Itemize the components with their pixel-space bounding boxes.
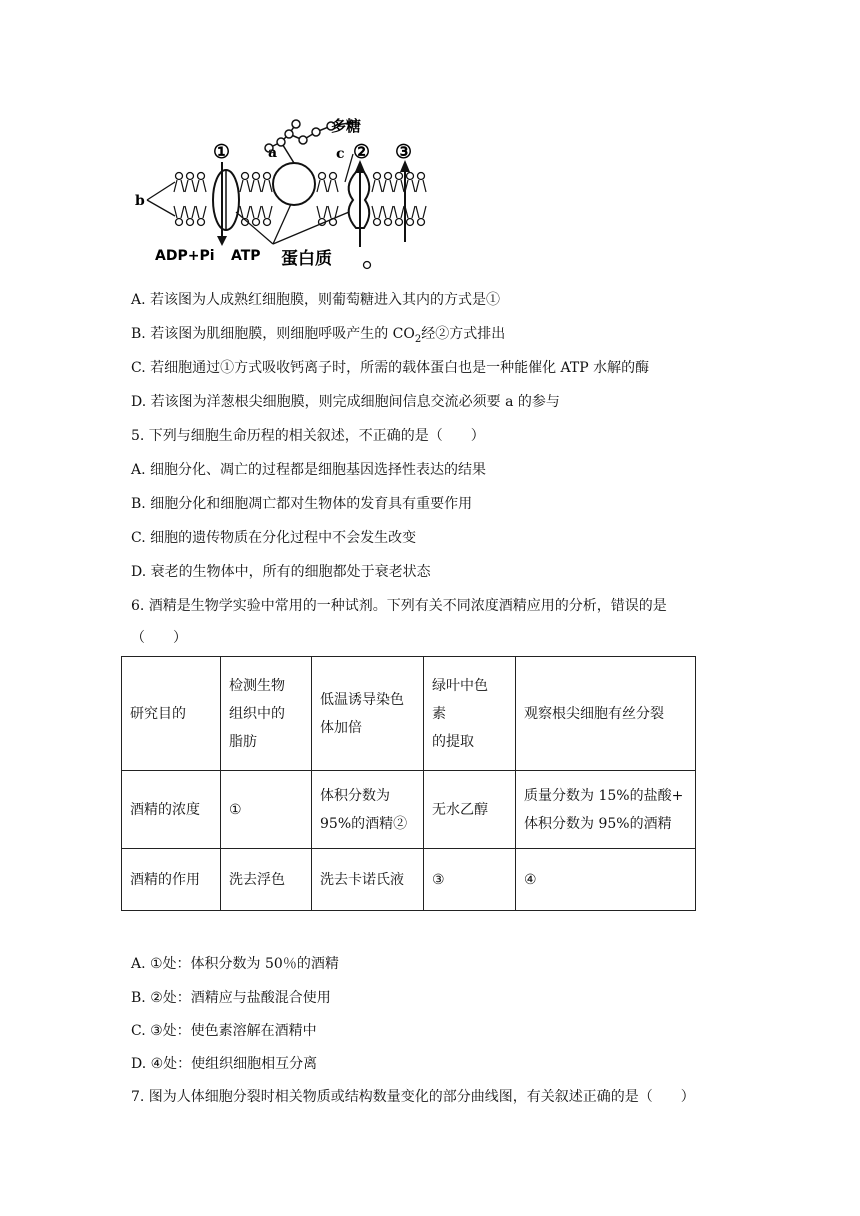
cell-membrane-figure <box>131 112 461 272</box>
phospholipid-tail <box>262 180 272 192</box>
phospholipid-head <box>385 219 392 226</box>
table-cell: 绿叶中色 素 的提取 <box>424 657 516 771</box>
phospholipid-bottom-layer <box>174 206 426 226</box>
q5-option-c: C. 细胞的遗传物质在分化过程中不会发生改变 <box>131 530 417 546</box>
ethanol-table <box>121 656 696 911</box>
phospholipid-head <box>407 173 414 180</box>
phospholipid-tail <box>372 206 382 218</box>
phospholipid-head <box>242 173 249 180</box>
phospholipid-tail <box>328 206 338 218</box>
q5-stem: 5. 下列与细胞生命历程的相关叙述，不正确的是（ ） <box>131 428 485 444</box>
q6-option-c: C. ③处：使色素溶解在酒精中 <box>131 1023 317 1039</box>
q6-stem-line1: 6. 酒精是生物学实验中常用的一种试剂。下列有关不同浓度酒精应用的分析，错误的是 <box>131 598 667 614</box>
phospholipid-tail <box>416 180 426 192</box>
phospholipid-tail <box>383 180 393 192</box>
phospholipid-tail <box>196 206 206 218</box>
phospholipid-tail <box>394 180 404 192</box>
table-cell: ③ <box>424 849 516 911</box>
phospholipid-tail <box>328 180 338 192</box>
phospholipid-head <box>418 173 425 180</box>
table-cell: 质量分数为 15%的盐酸+ 体积分数为 95%的酒精 <box>516 771 696 849</box>
phospholipid-tail <box>405 206 415 218</box>
table-cell: 观察根尖细胞有丝分裂 <box>516 657 696 771</box>
phospholipid-head <box>198 173 205 180</box>
phospholipid-head <box>319 173 326 180</box>
q4-option-c: C. 若细胞通过①方式吸收钙离子时，所需的载体蛋白也是一种能催化 ATP 水解的酶 <box>131 360 650 376</box>
phospholipid-head <box>253 219 260 226</box>
label-a: a <box>268 145 278 161</box>
phospholipid-tail <box>251 180 261 192</box>
q6-stem-line2: （ ） <box>131 630 187 646</box>
phospholipid-tail <box>185 180 195 192</box>
phospholipid-tail <box>262 206 272 218</box>
phospholipid-tail <box>416 206 426 218</box>
label-b: b <box>135 193 145 209</box>
phospholipid-tail <box>196 180 206 192</box>
label-polysaccharide: 多糖 <box>331 117 362 135</box>
glycoprotein-a <box>273 163 315 205</box>
phospholipid-tail <box>240 180 250 192</box>
table-cell: 研究目的 <box>122 657 221 771</box>
table-cell: 无水乙醇 <box>424 771 516 849</box>
label-3: ③ <box>395 141 413 163</box>
channel-protein-2 <box>349 172 370 228</box>
phospholipid-head <box>187 219 194 226</box>
q5-option-b: B. 细胞分化和细胞凋亡都对生物体的发育具有重要作用 <box>131 496 473 512</box>
label-1: ① <box>213 141 231 163</box>
q6-option-a: A. ①处：体积分数为 50％的酒精 <box>131 956 339 972</box>
phospholipid-head <box>385 173 392 180</box>
phospholipid-tail <box>317 180 327 192</box>
phospholipid-head <box>396 173 403 180</box>
table-cell: 洗去卡诺氏液 <box>312 849 424 911</box>
label-2: ② <box>353 141 371 163</box>
label-adp: ADP+Pi <box>155 248 215 264</box>
label-c: c <box>336 146 345 162</box>
table-row <box>122 657 696 771</box>
q4-option-b: B. 若该图为肌细胞膜，则细胞呼吸产生的 $CO_2$经②方式排出 <box>131 326 506 345</box>
q4-option-a: A. 若该图为人成熟红细胞膜，则葡萄糖进入其内的方式是① <box>131 292 501 308</box>
phospholipid-head <box>374 219 381 226</box>
table-cell: ④ <box>516 849 696 911</box>
table-row <box>122 849 696 911</box>
table-cell: 低温诱导染色 体加倍 <box>312 657 424 771</box>
table-cell: 酒精的浓度 <box>122 771 221 849</box>
phospholipid-head <box>407 219 414 226</box>
phospholipid-head <box>187 173 194 180</box>
phospholipid-head <box>253 173 260 180</box>
phospholipid-tail <box>317 206 327 218</box>
q5-option-d: D. 衰老的生物体中，所有的细胞都处于衰老状态 <box>131 564 431 580</box>
phospholipid-tail <box>174 180 184 192</box>
q5-option-a: A. 细胞分化、凋亡的过程都是细胞基因选择性表达的结果 <box>131 462 487 478</box>
table-row <box>122 771 696 849</box>
phospholipid-tail <box>394 206 404 218</box>
table-cell: 酒精的作用 <box>122 849 221 911</box>
phospholipid-head <box>176 173 183 180</box>
phospholipid-tail <box>383 206 393 218</box>
membrane-diagram <box>131 112 461 272</box>
q4-option-d: D. 若该图为洋葱根尖细胞膜，则完成细胞间信息交流必须要 a 的参与 <box>131 394 560 410</box>
table-cell: 洗去浮色 <box>221 849 312 911</box>
table-cell: 体积分数为 95%的酒精② <box>312 771 424 849</box>
phospholipid-tail <box>251 206 261 218</box>
table-cell: ① <box>221 771 312 849</box>
phospholipid-head <box>176 219 183 226</box>
q7-stem: 7. 图为人体细胞分裂时相关物质或结构数量变化的部分曲线图，有关叙述正确的是（ ） <box>131 1089 695 1105</box>
phospholipid-tail <box>174 206 184 218</box>
label-protein: 蛋白质 <box>281 249 332 269</box>
phospholipid-head <box>330 173 337 180</box>
q6-option-d: D. ④处：使组织细胞相互分离 <box>131 1056 318 1072</box>
phospholipid-tail <box>372 180 382 192</box>
phospholipid-tail <box>405 180 415 192</box>
phospholipid-head <box>264 219 271 226</box>
q6-option-b: B. ②处：酒精应与盐酸混合使用 <box>131 990 331 1006</box>
label-atp: ATP <box>231 248 261 264</box>
phospholipid-head <box>374 173 381 180</box>
table-cell: 检测生物 组织中的 脂肪 <box>221 657 312 771</box>
phospholipid-head <box>198 219 205 226</box>
phospholipid-head <box>264 173 271 180</box>
phospholipid-head <box>418 219 425 226</box>
phospholipid-head <box>396 219 403 226</box>
phospholipid-tail <box>185 206 195 218</box>
